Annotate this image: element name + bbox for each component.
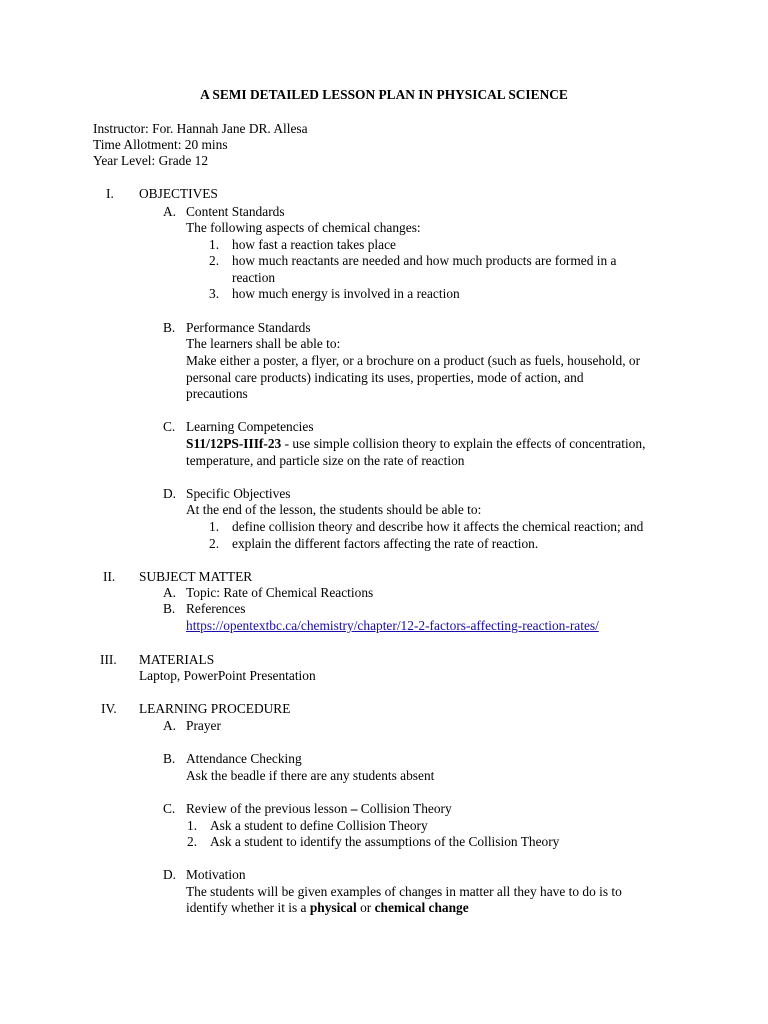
list-item: Ask a student to identify the assumptions of the Collision Theory [210,834,560,849]
attendance-heading: Attendance Checking [186,751,302,766]
section-number: II. [103,569,116,584]
section-number: IV. [101,701,117,716]
list-item-continuation: reaction [232,270,276,285]
competency-line-2: temperature, and particle size on the rate of reaction [186,453,465,468]
list-number: 1. [187,818,198,833]
specific-objectives-heading: Specific Objectives [186,486,291,501]
list-number: 2. [209,536,220,551]
performance-standards-heading: Performance Standards [186,320,311,335]
paragraph-line: precautions [186,386,248,401]
subsection-letter: B. [163,320,176,335]
section-heading-objectives: OBJECTIVES [139,186,218,201]
instructor-line: Instructor: For. Hannah Jane DR. Allesa [93,121,308,136]
subsection-letter: B. [163,601,176,616]
motivation-line: The students will be given examples of changes in matter all they have to do is to [186,884,622,899]
subsection-letter: C. [163,801,176,816]
motivation-or: or [356,900,375,915]
section-number: III. [100,652,117,667]
attendance-text: Ask the beadle if there are any students absent [186,768,435,783]
learning-competencies-heading: Learning Competencies [186,419,314,434]
review-heading [186,801,452,817]
subsection-letter: A. [163,585,177,600]
references-heading: References [186,601,246,616]
paragraph-line: The learners shall be able to: [186,336,341,351]
list-item: how much energy is involved in a reaction [232,286,460,301]
review-prefix: Review of the previous lesson [186,801,351,816]
subsection-letter: D. [163,867,177,882]
paragraph-line: Make either a poster, a flyer, or a brochure on a product (such as fuels, household, or [186,353,641,368]
content-standards-heading: Content Standards [186,204,285,219]
chemical-change-term: chemical change [374,900,469,915]
list-item: define collision theory and describe how it affects the chemical reaction; and [232,519,644,534]
motivation-heading: Motivation [186,867,246,882]
competency-line [186,436,645,452]
year-level-line: Year Level: Grade 12 [93,153,209,168]
reference-link[interactable]: https://opentextbc.ca/chemistry/chapter/12-2-factors-affecting-reaction-rates/ [186,618,599,633]
prayer-heading: Prayer [186,718,221,733]
section-heading-subject-matter: SUBJECT MATTER [139,569,253,584]
motivation-text: identify whether it is a [186,900,310,915]
section-number: I. [106,186,114,201]
subsection-letter: B. [163,751,176,766]
motivation-line-2 [186,900,469,916]
materials-text: Laptop, PowerPoint Presentation [139,668,316,683]
list-number: 2. [187,834,198,849]
list-number: 1. [209,519,220,534]
review-dash: – [350,801,358,816]
paragraph-line: personal care products) indicating its uses, properties, mode of action, and [186,370,584,385]
subsection-letter: A. [163,204,177,219]
topic-line: Topic: Rate of Chemical Reactions [186,585,374,600]
section-heading-materials: MATERIALS [139,652,215,667]
list-item: Ask a student to define Collision Theory [210,818,428,833]
content-standards-intro: The following aspects of chemical changes: [186,220,421,235]
subsection-letter: C. [163,419,176,434]
section-heading-learning-procedure: LEARNING PROCEDURE [139,701,291,716]
list-item: how fast a reaction takes place [232,237,396,252]
subsection-letter: D. [163,486,177,501]
list-item: explain the different factors affecting the rate of reaction. [232,536,539,551]
list-number: 1. [209,237,220,252]
subsection-letter: A. [163,718,177,733]
specific-objectives-intro: At the end of the lesson, the students should be able to: [186,502,482,517]
time-allotment-line: Time Allotment: 20 mins [93,137,228,152]
competency-text: - use simple collision theory to explain the effects of concentration, [281,436,646,451]
list-number: 2. [209,253,220,268]
list-item: how much reactants are needed and how much products are formed in a [232,253,617,268]
review-topic: Collision Theory [357,801,452,816]
competency-code: S11/12PS-IIIf-23 [186,436,282,451]
list-number: 3. [209,286,220,301]
document-title: A SEMI DETAILED LESSON PLAN IN PHYSICAL SCIENCE [200,87,568,102]
physical-term: physical [309,900,357,915]
